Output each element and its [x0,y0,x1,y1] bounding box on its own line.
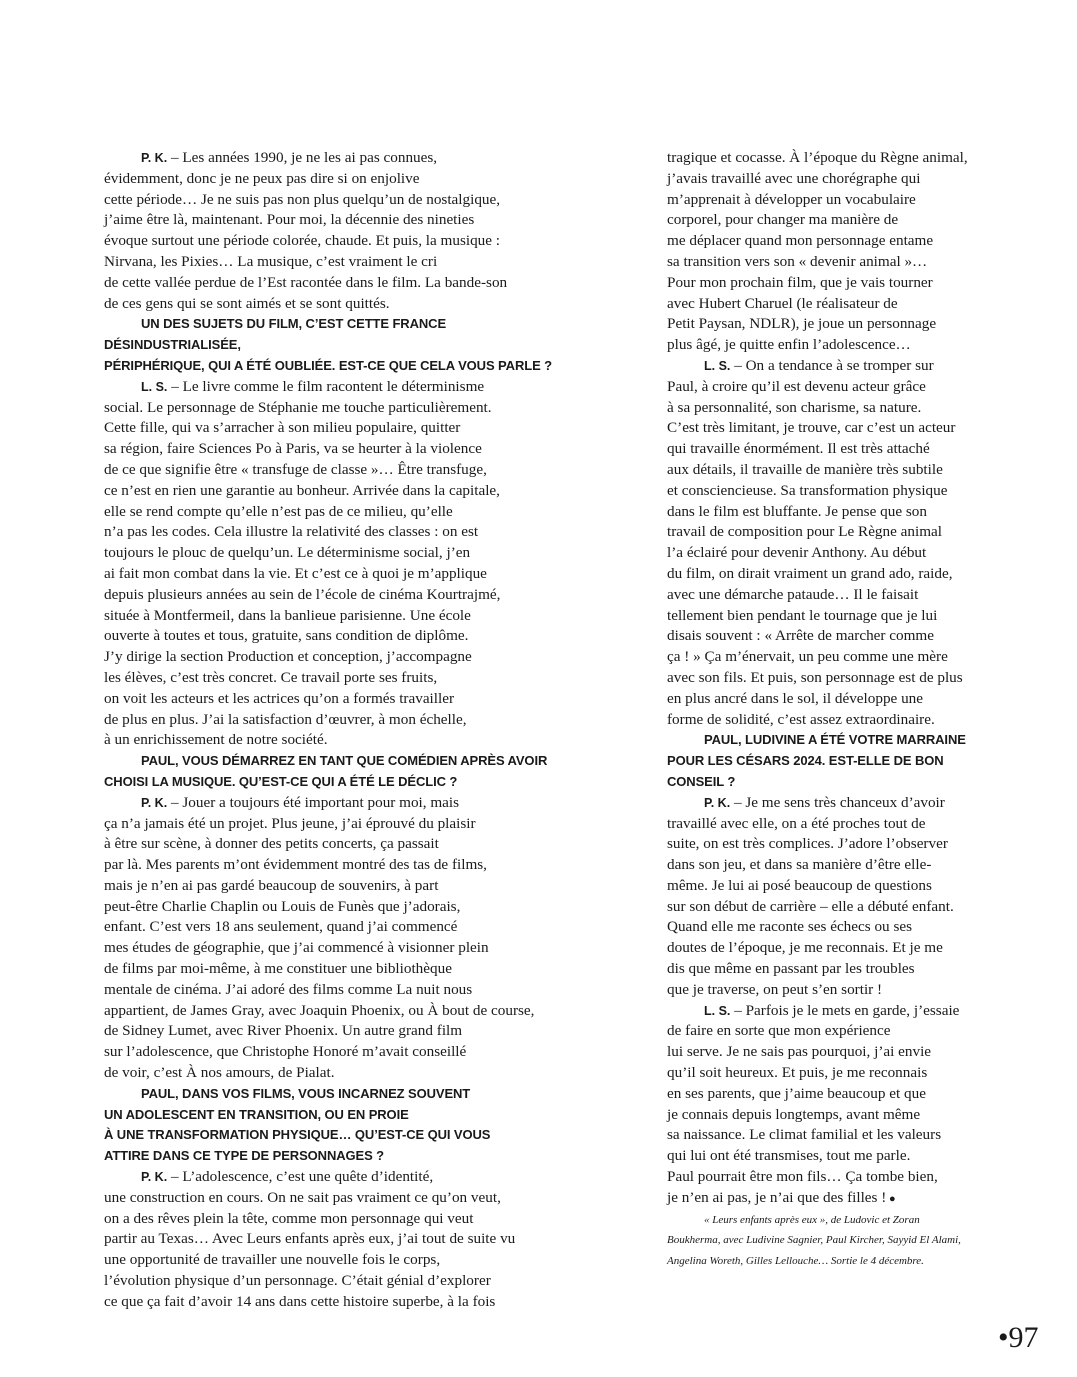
speaker-initials: L. S. [704,358,731,373]
answer-text: – Je me sens très chanceux d’avoir travaillé avec elle, on a été proches tout de suite, on est très complices. J’adore l’observer dans son jeu, et dans sa manière d’être elle- même. Je lui ai posé beaucoup de questions sur son début de carrière – elle a débuté enfant. Quand elle me raconte ses échecs ou ses doutes de l’époque, je me reconnais. Et je me dis que même en passant par les troubles que je traverse, on peut s’en sortir ! [667,793,954,998]
speaker-initials: P. K. [141,151,168,165]
interview-answer [667,793,1002,1001]
interview-answer [104,1167,566,1313]
interview-question: UN DES SUJETS DU FILM, C’EST CETTE FRANCE DÉSINDUSTRIALISÉE, PÉRIPHÉRIQUE, QUI A ÉTÉ OUBLIÉE. EST-CE QUE CELA VOUS PARLE ? [104,316,552,373]
answer-text: – L’adolescence, c’est une quête d’identité, une construction en cours. On ne sait pas vraiment ce qu’on veut, on a des rêves plein la tête, comme mon personnage qui veut partir au Texas… Avec Leurs enfants après eux, j’ai tout de suite vu une opportunité de travailler une nouvelle fois le corps, l’évolution physique d’un personnage. C’était génial d’explorer ce que ça fait d’avoir 14 ans dans cette histoire superbe, à la fois [104,1168,516,1310]
answer-text: tragique et cocasse. À l’époque du Règne animal, j’avais travaillé avec une chorégraphe qui m’apprenait à développer un vocabulaire corporel, pour changer ma manière de me déplacer quand mon personnage entame sa transition vers son « devenir animal »… Pour mon prochain film, que je vais tourner avec Hubert Charuel (le réalisateur de Petit Paysan, NDLR), je joue un personnage plus âgé, je quitte enfin l’adolescence… [667,149,968,354]
interview-answer [104,377,566,751]
speaker-initials: P. K. [141,795,168,810]
interview-answer [104,148,566,314]
film-credit: « Leurs enfants après eux », de Ludovic et Zoran Boukherma, avec Ludivine Sagnier, Paul Kircher, Sayyid El Alami, Angelina Woreth, Gilles Lellouche… Sortie le 4 décembre. [667,1213,961,1268]
speaker-initials: L. S. [704,1003,731,1018]
answer-text: – On a tendance à se tromper sur Paul, à croire qu’il est devenu acteur grâce à sa personnalité, son charisme, sa nature. C’est très limitant, je trouve, car c’est un acteur qui travaille énormément. Il est très attaché aux détails, il travaille de manière très subtile et consciencieuse. Sa transformation physique dans le film est bluffante. Je pense que son travail de composition pour Le Règne animal l’a éclairé pour devenir Anthony. Au début du film, on dirait vraiment un grand ado, raide, avec une démarche pataude… Il le faisait tellement bien pendant le tournage que je lui disais souvent : « Arrête de marcher comme ça ! » Ça m’énervait, un peu comme une mère avec son fils. Et puis, son personnage est de plus en plus ancré dans le sol, il développe une forme de solidité, c’est assez extraordinaire. [667,356,963,728]
end-mark-icon: ● [886,1192,896,1205]
page-number: •97 [998,1321,1039,1354]
answer-text: – Parfois je le mets en garde, j’essaie de faire en sorte que mon expérience lui serve. Je ne sais pas pourquoi, j’ai envie qu’il soit heureux. Et puis, je me reconnais en ses parents, que j’aime beaucoup et que je connais depuis longtemps, avant même sa naissance. Le climat familial et les valeurs qui lui ont été transmises, tout me parle. Paul pourrait être mon fils… Ça tombe bien, je n’en ai pas, je n’ai que des filles ! [667,1001,960,1206]
interview-answer [667,148,1002,356]
interview-answer [667,1001,1002,1210]
speaker-initials: L. S. [141,379,168,394]
answer-text: – Jouer a toujours été important pour moi, mais ça n’a jamais été un projet. Plus jeune, j’ai éprouvé du plaisir à être sur scène, à donner des petits concerts, ça passait par là. Mes parents m’ont évidemment montré des tas de films, mais je n’en ai pas gardé beaucoup de souvenirs, à part peut-être Charlie Chaplin ou Louis de Funès que j’adorais, enfant. C’est vers 18 ans seulement, quand j’ai commencé mes études de géographie, que j’ai commencé à visionner plein de films par moi-même, à me constituer une bibliothèque mentale de cinéma. J’ai adoré des films comme La nuit nous appartient, de James Gray, avec Joaquin Phoenix, ou À bout de course, de Sidney Lumet, avec River Phoenix. Un autre grand film sur l’adolescence, que Christophe Honoré m’avait conseillé de voir, c’est À nos amours, de Pialat. [104,793,535,1082]
interview-answer [667,356,1002,730]
interview-answer [104,793,566,1084]
answer-text: – Les années 1990, je ne les ai pas connues, évidemment, donc je ne peux pas dire si on enjolive cette période… Je ne suis pas non plus quelqu’un de nostalgique, j’aime être là, maintenant. Pour moi, la décennie des nineties évoque surtout une période colorée, chaude. Et puis, la musique : Nirvana, les Pixies… La musique, c’est vraiment le cri de cette vallée perdue de l’Est racontée dans le film. La bande-son de ces gens qui se sont aimés et se sont quittés. [104,149,508,312]
speaker-initials: P. K. [704,795,731,810]
interview-question: PAUL, DANS VOS FILMS, VOUS INCARNEZ SOUVENT UN ADOLESCENT EN TRANSITION, OU EN PROIE À UNE TRANSFORMATION PHYSIQUE… QU’EST-CE QUI VOUS ATTIRE DANS CE TYPE DE PERSONNAGES ? [104,1085,491,1164]
interview-question: PAUL, LUDIVINE A ÉTÉ VOTRE MARRAINE POUR LES CÉSARS 2024. EST-ELLE DE BON CONSEIL ? [667,732,966,789]
speaker-initials: P. K. [141,1170,168,1185]
interview-question: PAUL, VOUS DÉMARREZ EN TANT QUE COMÉDIEN APRÈS AVOIR CHOISI LA MUSIQUE. QU’EST-CE QUI A ÉTÉ LE DÉCLIC ? [104,753,548,789]
answer-text: – Le livre comme le film racontent le déterminisme social. Le personnage de Stéphanie me touche particulièrement. Cette fille, qui va s’arracher à son milieu populaire, quitter sa région, faire Sciences Po à Paris, va se heurter à la violence de ce que signifie être « transfuge de classe »… Être transfuge, ce n’est en rien une garantie au bonheur. Arrivée dans la capitale, elle se rend compte qu’elle n’est pas de ce milieu, qu’elle n’a pas les codes. Cela illustre la relativité des classes : on est toujours le plouc de quelqu’un. Le déterminisme social, j’en ai fait mon combat dans la vie. Et c’est ce à quoi je m’applique depuis plusieurs années au sein de l’école de cinéma Kourtrajmé, située à Montfermeil, dans la banlieue parisienne. Une école ouverte à toutes et tous, gratuite, sans condition de diplôme. J’y dirige la section Production et conception, j’accompagne les élèves, c’est très concret. Ce travail porte ses fruits, on voit les acteurs et les actrices qu’on a formés travailler de plus en plus. J’ai la satisfaction d’œuvrer, à mon échelle, à un enrichissement de notre société. [104,377,501,749]
article-column-left [104,148,566,1313]
article-column-right [667,148,1002,1272]
